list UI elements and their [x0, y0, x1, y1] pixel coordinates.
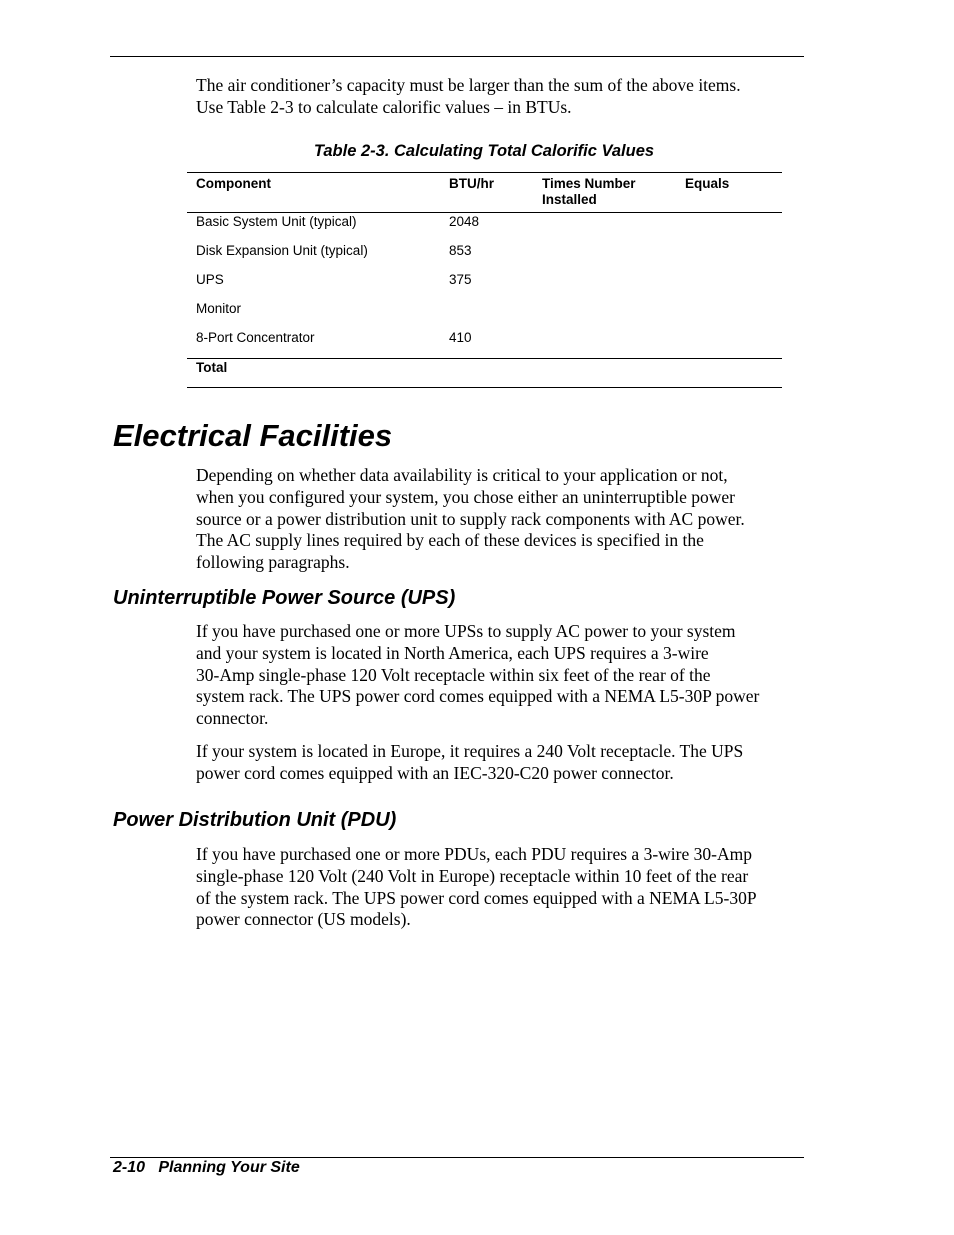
cell-component: Monitor	[196, 301, 242, 316]
cell-component: Basic System Unit (typical)	[196, 214, 357, 229]
paragraph-line: when you configured your system, you chose either an uninterruptible power	[196, 486, 735, 507]
cell-times	[533, 329, 676, 359]
cell-total-times	[533, 359, 676, 388]
table-row	[187, 242, 782, 271]
paragraph-line: connector.	[196, 708, 269, 729]
page-footer	[113, 1158, 300, 1178]
table-row	[187, 213, 782, 243]
table-caption: Table 2-3. Calculating Total Calorific Values	[313, 142, 655, 160]
footer-page-number: 2-10	[113, 1159, 146, 1176]
paragraph-line: of the system rack. The UPS power cord comes equipped with a NEMA L5-30P	[196, 887, 757, 908]
cell-btu: 853	[449, 243, 472, 258]
footer-chapter-title: Planning Your Site	[158, 1159, 300, 1176]
cell-component: UPS	[196, 272, 224, 287]
header-component: Component	[187, 173, 440, 213]
cell-btu: 2048	[449, 214, 480, 229]
header-times-installed	[533, 173, 676, 213]
paragraph-line: source or a power distribution unit to supply rack components with AC power.	[196, 508, 745, 529]
cell-times	[533, 213, 676, 243]
cell-equals	[676, 242, 782, 271]
table-row	[187, 329, 782, 359]
paragraph-line: and your system is located in North America, each UPS requires a 3-wire	[196, 642, 709, 663]
header-times-line1: Times Number	[542, 176, 636, 191]
cell-total-equals	[676, 359, 782, 388]
intro-line: Use Table 2-3 to calculate calorific values – in BTUs.	[196, 96, 572, 117]
paragraph-line: 30-Amp single-phase 120 Volt receptacle within six feet of the rear of the	[196, 664, 711, 685]
paragraph-line: single-phase 120 Volt (240 Volt in Europe) receptacle within 10 feet of the rear	[196, 865, 749, 886]
cell-times	[533, 271, 676, 300]
cell-btu	[440, 300, 533, 329]
cell-component: 8-Port Concentrator	[196, 330, 315, 345]
paragraph-line: power cord comes equipped with an IEC-320-C20 power connector.	[196, 762, 674, 783]
ups-paragraph-2	[196, 741, 808, 785]
cell-btu: 375	[449, 272, 472, 287]
section-heading-electrical: Electrical Facilities	[113, 418, 393, 453]
cell-times	[533, 300, 676, 329]
header-equals: Equals	[676, 173, 782, 213]
cell-times	[533, 242, 676, 271]
cell-equals	[676, 300, 782, 329]
cell-btu: 410	[449, 330, 472, 345]
paragraph-line: The AC supply lines required by each of these devices is specified in the	[196, 530, 704, 551]
pdu-paragraph	[196, 844, 808, 931]
subsection-heading-ups: Uninterruptible Power Source (UPS)	[113, 587, 456, 609]
table-row	[187, 300, 782, 329]
calorific-values-table	[187, 172, 782, 388]
paragraph-line: If you have purchased one or more PDUs, each PDU requires a 3-wire 30-Amp	[196, 844, 752, 864]
cell-total-label: Total	[187, 359, 440, 388]
subsection-heading-pdu: Power Distribution Unit (PDU)	[113, 809, 397, 831]
paragraph-line: If your system is located in Europe, it requires a 240 Volt receptacle. The UPS	[196, 741, 744, 761]
table-total-row	[187, 359, 782, 388]
paragraph-line: Depending on whether data availability is critical to your application or not,	[196, 465, 728, 485]
table-row	[187, 271, 782, 300]
cell-equals	[676, 271, 782, 300]
header-times-line2: Installed	[542, 192, 597, 207]
intro-line: The air conditioner’s capacity must be larger than the sum of the above items.	[196, 75, 741, 95]
paragraph-line: following paragraphs.	[196, 552, 350, 573]
header-rule	[110, 56, 804, 57]
paragraph-line: power connector (US models).	[196, 909, 411, 930]
electrical-paragraph	[196, 465, 808, 574]
paragraph-line: system rack. The UPS power cord comes equipped with a NEMA L5-30P power	[196, 686, 760, 707]
cell-total-btu	[440, 359, 533, 388]
cell-component: Disk Expansion Unit (typical)	[196, 243, 368, 258]
cell-equals	[676, 329, 782, 359]
paragraph-line: If you have purchased one or more UPSs to supply AC power to your system	[196, 621, 736, 641]
cell-equals	[676, 213, 782, 243]
ups-paragraph-1	[196, 621, 808, 730]
header-btu: BTU/hr	[440, 173, 533, 213]
intro-paragraph	[196, 75, 808, 119]
table-header-row	[187, 173, 782, 213]
